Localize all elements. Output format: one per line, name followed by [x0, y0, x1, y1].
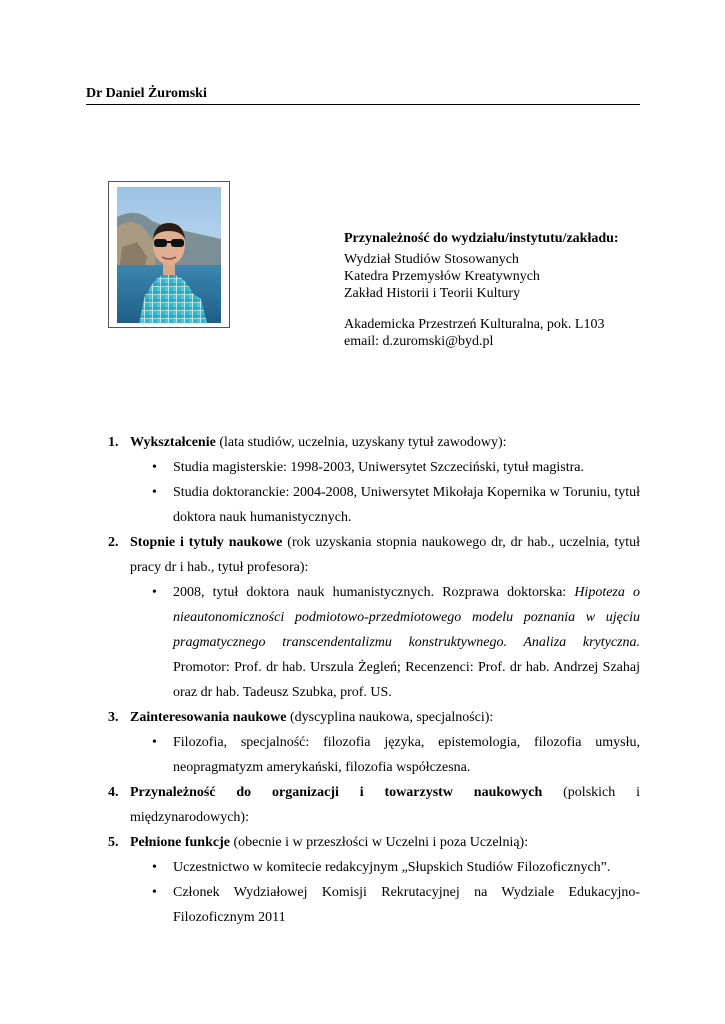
list-item: [108, 480, 640, 530]
bullet-icon: •: [152, 860, 157, 875]
section-description: (rok uzyskania stopnia naukowego dr, dr hab., uczelnia, tytuł pracy dr i hab., tytuł profesora):: [130, 535, 640, 575]
portrait-photo: [117, 187, 221, 323]
list-item-text: Uczestnictwo w komitecie redakcyjnym „Słupskich Studiów Filozoficznych”.: [173, 860, 611, 875]
list-item: [108, 455, 640, 480]
section-title: Pełnione funkcje: [130, 835, 230, 850]
section-description: (dyscyplina naukowa, specjalności):: [286, 710, 494, 725]
bullet-icon: •: [152, 735, 157, 750]
section-degrees: [108, 530, 640, 580]
affiliation-heading: Przynależność do wydziału/instytutu/zakładu:: [344, 231, 619, 246]
list-item: [108, 855, 640, 880]
list-item-text: Studia doktoranckie: 2004-2008, Uniwersytet Mikołaja Kopernika w Toruniu, tytuł doktora nauk humanistycznych.: [173, 485, 640, 525]
photo-frame: [108, 181, 230, 328]
list-item: [108, 730, 640, 780]
section-interests: [108, 705, 640, 730]
room-line: Akademicka Przestrzeń Kulturalna, pok. L103: [344, 317, 605, 332]
list-item-text: 2008, tytuł doktora nauk humanistycznych. Rozprawa doktorska:: [173, 585, 575, 600]
section-memberships: [108, 780, 640, 830]
section-number: 3.: [108, 710, 119, 725]
section-description: (lata studiów, uczelnia, uzyskany tytuł zawodowy):: [215, 435, 507, 450]
person-name: Dr Daniel Żuromski: [86, 86, 207, 101]
section-description: (obecnie i w przeszłości w Uczelni i poza Uczelnią):: [229, 835, 529, 850]
section-title: Zainteresowania naukowe: [130, 710, 287, 725]
bullet-icon: •: [152, 585, 157, 600]
section-title: Stopnie i tytuły naukowe: [130, 535, 283, 550]
section-description: (polskich i międzynarodowych):: [130, 785, 640, 825]
section-number: 2.: [108, 535, 119, 550]
section-title: Przynależność do organizacji i towarzystw naukowych: [130, 785, 543, 800]
unit-line: Zakład Historii i Teorii Kultury: [344, 286, 521, 301]
dissertation-title: Hipoteza o nieautonomiczności podmiotowo-przedmiotowego modelu poznania w ujęciu pragmatycznego transcendentalizmu konstruktywnego. Analiza krytyczna.: [173, 585, 640, 650]
section-functions: [108, 830, 640, 855]
bullet-icon: •: [152, 460, 157, 475]
cv-body: [108, 430, 640, 930]
list-item-text: Promotor: Prof. dr hab. Urszula Żegleń; Recenzenci: Prof. dr hab. Andrzej Szahaj oraz dr hab. Tadeusz Szubka, prof. US.: [173, 660, 640, 700]
bullet-icon: •: [152, 485, 157, 500]
list-item-text: Studia magisterskie: 1998-2003, Uniwersytet Szczeciński, tytuł magistra.: [173, 460, 584, 475]
section-education: [108, 430, 640, 455]
list-item-text: Członek Wydziałowej Komisji Rekrutacyjnej na Wydziale Edukacyjno-Filozoficznym 2011: [173, 885, 640, 925]
list-item: [108, 880, 640, 930]
department-line: Katedra Przemysłów Kreatywnych: [344, 269, 540, 284]
section-number: 5.: [108, 835, 119, 850]
faculty-line: Wydział Studiów Stosowanych: [344, 252, 519, 267]
bullet-icon: •: [152, 885, 157, 900]
section-number: 1.: [108, 435, 119, 450]
section-number: 4.: [108, 785, 119, 800]
document-header: [86, 86, 640, 105]
email-line: email: d.zuromski@byd.pl: [344, 334, 494, 349]
section-title: Wykształcenie: [130, 435, 216, 450]
list-item-text: Filozofia, specjalność: filozofia języka, epistemologia, filozofia umysłu, neopragmatyzm amerykański, filozofia współczesna.: [173, 735, 640, 775]
affiliation-block: [344, 230, 619, 350]
list-item: [108, 580, 640, 705]
